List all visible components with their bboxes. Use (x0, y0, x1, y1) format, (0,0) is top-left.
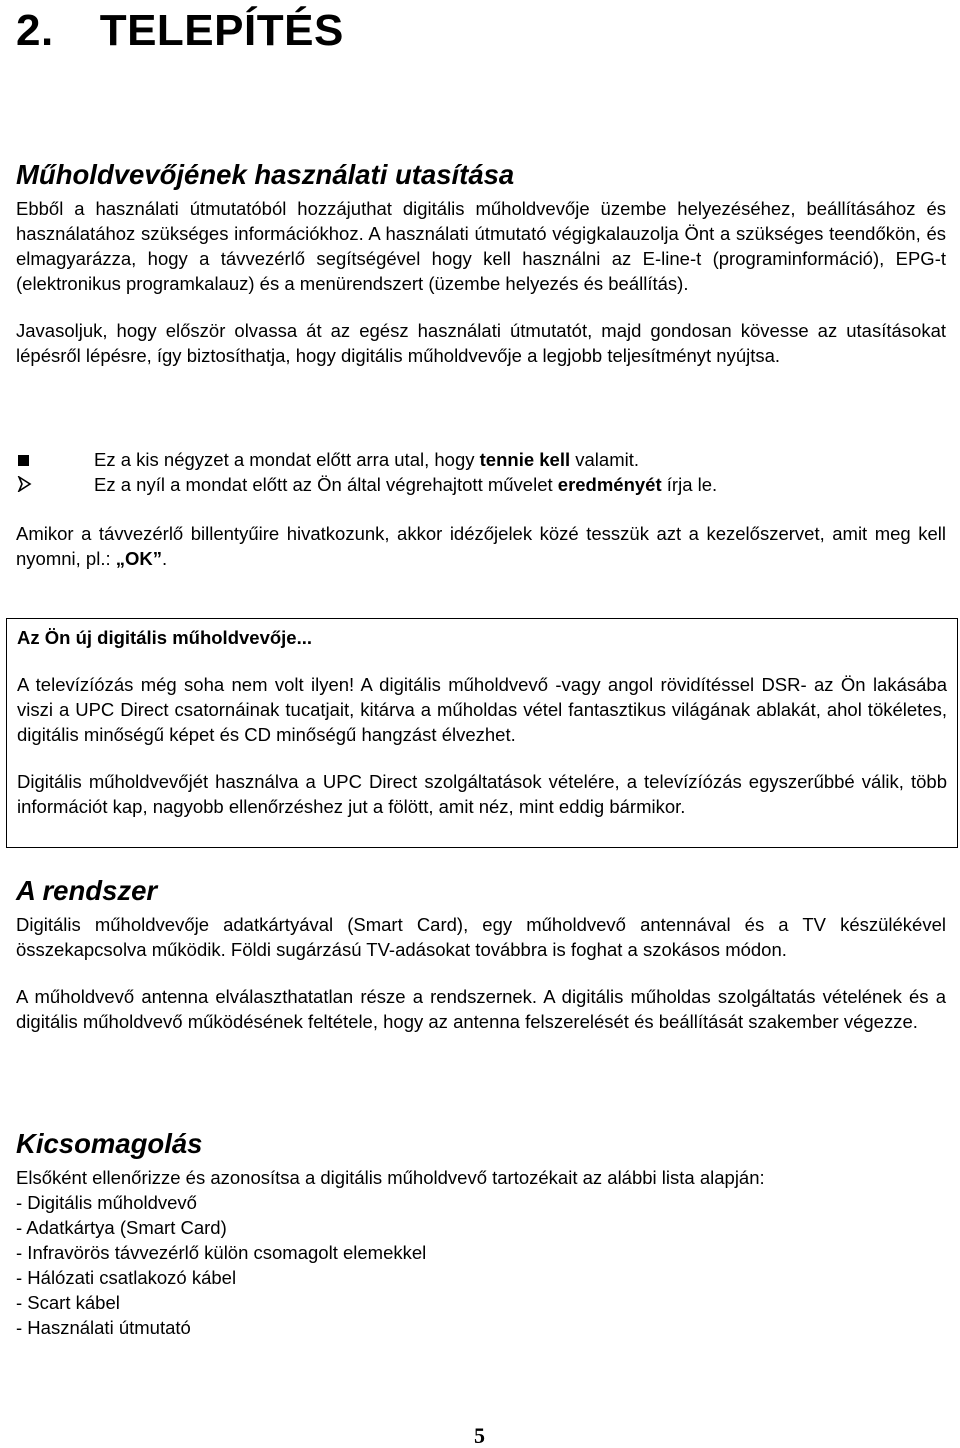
box-paragraph-2: Digitális műholdvevőjét használva a UPC Direct szolgáltatások vételére, a televízíózás egyszerűbbé válik, több információt kap, nagyobb ellenőrzéshez jut a fölött, amit néz, mint eddig bármikor. (17, 771, 947, 817)
chapter-title (16, 4, 344, 58)
list-item: - Használati útmutató (16, 1317, 191, 1338)
remote-key-ok: „OK” (115, 548, 162, 569)
package-contents-list (16, 1190, 946, 1340)
remote-note-text: Amikor a távvezérlő billentyűire hivatkozunk, akkor idézőjelek közé tesszük azt a kezelőszervet, amit meg kell nyomni, pl.: (16, 523, 946, 569)
square-text-bold: tennie kell (479, 449, 571, 470)
black-square-icon (16, 447, 56, 472)
square-convention-text (94, 447, 639, 472)
page-number: 5 (474, 1423, 485, 1448)
list-item: - Hálózati csatlakozó kábel (16, 1267, 237, 1288)
arrow-convention-text (94, 472, 717, 497)
list-item: - Digitális műholdvevő (16, 1192, 197, 1213)
arrow-text-pre: Ez a nyíl a mondat előtt az Ön által végrehajtott művelet (94, 474, 558, 495)
unpacking-heading: Kicsomagolás (16, 1128, 203, 1159)
new-receiver-box (6, 618, 958, 848)
square-text-pre: Ez a kis négyzet a mondat előtt arra utal, hogy (94, 449, 480, 470)
intro-section (16, 158, 946, 368)
box-title: Az Ön új digitális műholdvevője... (17, 627, 313, 648)
list-item: - Infravörös távvezérlő külön csomagolt elemekkel (16, 1242, 427, 1263)
remote-note (16, 521, 946, 571)
chapter-name: TELEPÍTÉS (99, 6, 344, 55)
intro-paragraph-1: Ebből a használati útmutatóból hozzájuthat digitális műholdvevője üzembe helyezéséhez, beállításához és használatához szükséges információkhoz. A használati útmutató végigkalauzolja Önt a szükséges teendőkön, és elmagyarázza, hogy a távvezérlő segítségével hogy kell használni az E-line-t (programinformáció), EPG-t (elektronikus programkalauz) és a menürendszert (üzembe helyezés és beállítás). (16, 198, 946, 294)
conventions-list (16, 447, 946, 497)
list-item: - Scart kábel (16, 1292, 120, 1313)
remote-note-end: . (162, 548, 168, 569)
chapter-number: 2. (16, 6, 54, 55)
intro-paragraph-2: Javasoljuk, hogy először olvassa át az egész használati útmutatót, majd gondosan kövesse az utasításokat lépésről lépésre, így biztosíthatja, hogy digitális műholdvevője a legjobb teljesítményt nyújtsa. (16, 320, 946, 366)
arrow-text-post: írja le. (661, 474, 718, 495)
unpacking-section (16, 1127, 946, 1340)
list-item: - Adatkártya (Smart Card) (16, 1217, 227, 1238)
intro-heading: Műholdvevőjének használati utasítása (16, 159, 515, 190)
remote-note-paragraph (16, 521, 946, 571)
square-text-post: valamit. (570, 449, 640, 470)
system-paragraph-1: Digitális műholdvevője adatkártyával (Smart Card), egy műholdvevő antennával és a TV készülékével összekapcsolva működik. Földi sugárzású TV-adásokat továbbra is foghat a szokásos módon. (16, 914, 946, 960)
arrow-text-bold: eredményét (557, 474, 662, 495)
arrow-convention (16, 472, 946, 497)
arrow-icon (16, 472, 56, 492)
box-paragraph-1: A televízíózás még soha nem volt ilyen! A digitális műholdvevő -vagy angol rövidítéssel DSR- az Ön lakásába viszi a UPC Direct csatornáinak tucatjait, kitárva a műholdas vétel fantasztikus világának ablakát, ahol tökéletes, digitális minőségű képet és CD minőségű hangzást élvezhet. (17, 674, 947, 745)
system-heading: A rendszer (16, 875, 158, 906)
system-section (16, 874, 946, 1034)
unpacking-intro: Elsőként ellenőrizze és azonosítsa a digitális műholdvevő tartozékait az alábbi lista alapján: (16, 1167, 765, 1188)
square-convention (16, 447, 946, 472)
system-paragraph-2: A műholdvevő antenna elválaszthatatlan része a rendszernek. A digitális műholdas szolgáltatás vételének és a digitális műholdvevő működésének feltétele, hogy az antenna felszerelését és beállítását szakember végezze. (16, 986, 946, 1032)
